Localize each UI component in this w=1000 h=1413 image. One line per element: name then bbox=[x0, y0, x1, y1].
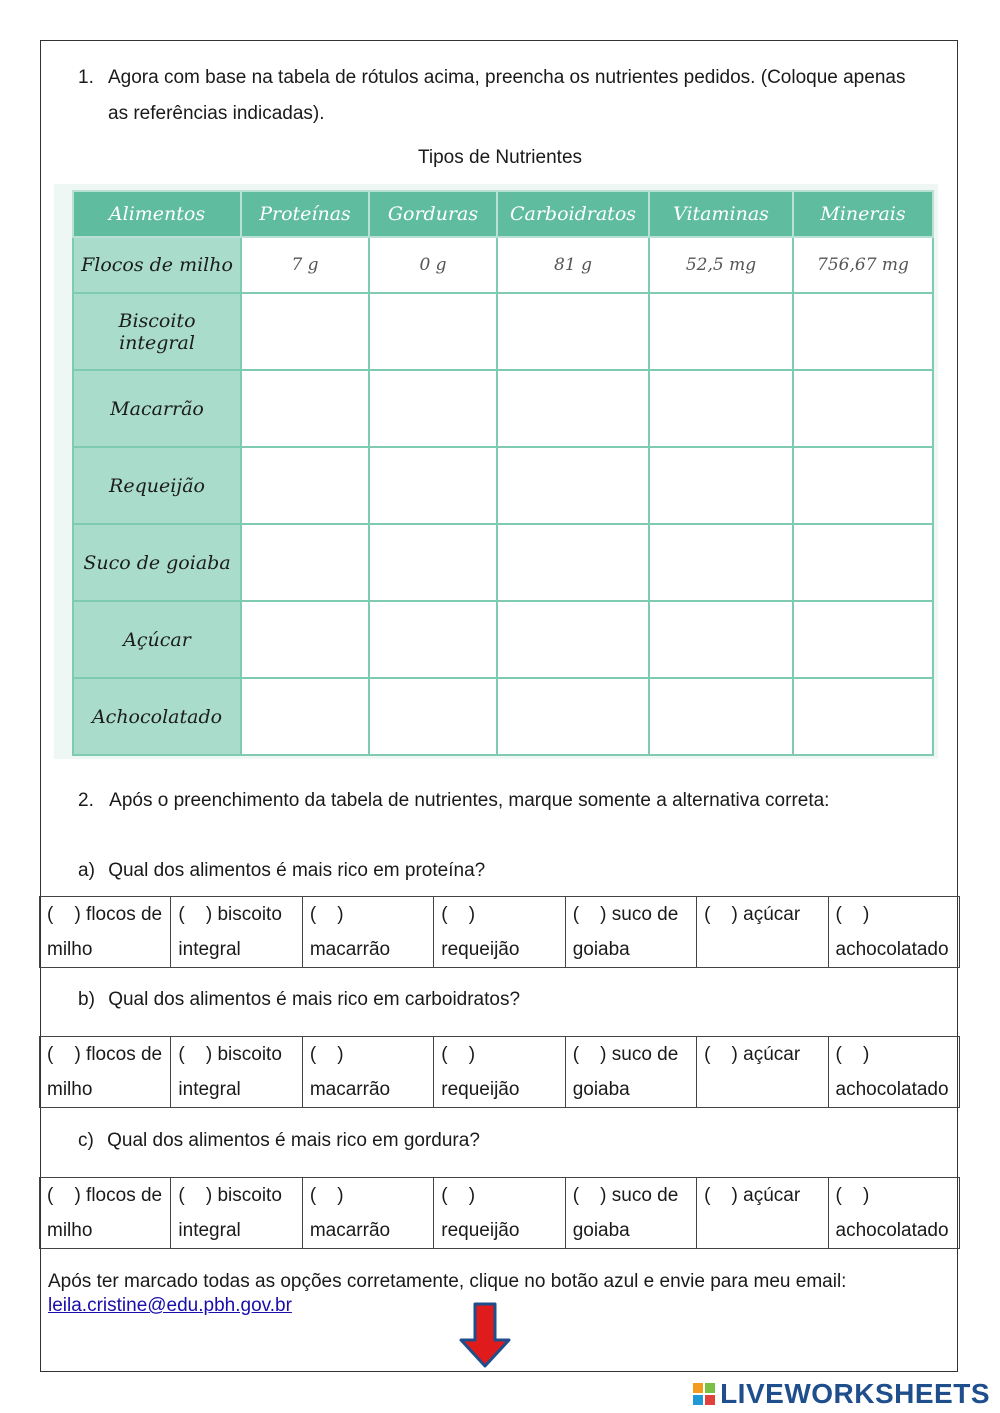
subquestion-a bbox=[78, 860, 485, 882]
input-cell[interactable] bbox=[793, 601, 933, 678]
header-proteinas: Proteínas bbox=[241, 191, 369, 237]
email-link[interactable]: leila.cristine@edu.pbh.gov.br bbox=[48, 1295, 292, 1316]
input-cell[interactable] bbox=[241, 678, 369, 755]
subquestion-letter: a) bbox=[78, 860, 95, 881]
input-cell[interactable] bbox=[793, 370, 933, 447]
input-cell[interactable] bbox=[369, 293, 497, 370]
input-cell[interactable] bbox=[497, 293, 649, 370]
option-requeijao[interactable]: ( ) requeijão bbox=[434, 897, 565, 968]
table-row bbox=[73, 370, 933, 447]
question-2-number: 2. bbox=[78, 790, 94, 811]
question-1-text: Agora com base na tabela de rótulos acima, preencha os nutrientes pedidos. (Coloque apenas as referências indicadas). bbox=[108, 67, 906, 124]
option-flocos-de-milho[interactable]: ( ) flocos de milho bbox=[40, 897, 171, 968]
table-row bbox=[73, 524, 933, 601]
input-cell[interactable] bbox=[241, 447, 369, 524]
food-cell: Flocos de milho bbox=[73, 237, 241, 293]
option-acucar[interactable]: ( ) açúcar bbox=[697, 897, 828, 968]
options-table-c bbox=[39, 1177, 960, 1249]
option-macarrao[interactable]: ( ) macarrão bbox=[302, 897, 433, 968]
option-flocos-de-milho[interactable]: ( ) flocos de milho bbox=[40, 1037, 171, 1108]
input-cell[interactable] bbox=[649, 370, 793, 447]
input-cell[interactable] bbox=[369, 678, 497, 755]
table-row bbox=[73, 237, 933, 293]
question-1 bbox=[78, 60, 908, 132]
value-cell: 0 g bbox=[369, 237, 497, 293]
options-table-b bbox=[39, 1036, 960, 1108]
input-cell[interactable] bbox=[793, 678, 933, 755]
table-row bbox=[73, 678, 933, 755]
liveworksheets-logo bbox=[692, 1378, 990, 1410]
subquestion-letter: c) bbox=[78, 1130, 94, 1151]
input-cell[interactable] bbox=[369, 601, 497, 678]
subquestion-c bbox=[78, 1130, 480, 1152]
subquestion-text: Qual dos alimentos é mais rico em gordura? bbox=[107, 1130, 480, 1151]
value-cell: 81 g bbox=[497, 237, 649, 293]
option-achocolatado[interactable]: ( ) achocolatado bbox=[828, 1178, 959, 1249]
footer-text: Após ter marcado todas as opções corretamente, clique no botão azul e envie para meu email: bbox=[48, 1271, 847, 1292]
input-cell[interactable] bbox=[241, 293, 369, 370]
option-acucar[interactable]: ( ) açúcar bbox=[697, 1178, 828, 1249]
value-cell: 756,67 mg bbox=[793, 237, 933, 293]
option-macarrao[interactable]: ( ) macarrão bbox=[302, 1037, 433, 1108]
option-biscoito-integral[interactable]: ( ) biscoito integral bbox=[171, 1178, 302, 1249]
input-cell[interactable] bbox=[649, 293, 793, 370]
option-achocolatado[interactable]: ( ) achocolatado bbox=[828, 897, 959, 968]
header-carboidratos: Carboidratos bbox=[497, 191, 649, 237]
input-cell[interactable] bbox=[793, 524, 933, 601]
food-cell: Biscoito integral bbox=[73, 293, 241, 370]
nutrient-table-image bbox=[54, 184, 938, 759]
header-alimentos: Alimentos bbox=[73, 191, 241, 237]
input-cell[interactable] bbox=[497, 370, 649, 447]
header-vitaminas: Vitaminas bbox=[649, 191, 793, 237]
input-cell[interactable] bbox=[649, 678, 793, 755]
option-flocos-de-milho[interactable]: ( ) flocos de milho bbox=[40, 1178, 171, 1249]
value-cell: 52,5 mg bbox=[649, 237, 793, 293]
input-cell[interactable] bbox=[369, 524, 497, 601]
option-achocolatado[interactable]: ( ) achocolatado bbox=[828, 1037, 959, 1108]
header-gorduras: Gorduras bbox=[369, 191, 497, 237]
subquestion-text: Qual dos alimentos é mais rico em carboidratos? bbox=[108, 989, 521, 1010]
input-cell[interactable] bbox=[241, 370, 369, 447]
input-cell[interactable] bbox=[497, 524, 649, 601]
input-cell[interactable] bbox=[497, 601, 649, 678]
option-macarrao[interactable]: ( ) macarrão bbox=[302, 1178, 433, 1249]
input-cell[interactable] bbox=[793, 447, 933, 524]
option-suco-de-goiaba[interactable]: ( ) suco de goiaba bbox=[565, 1037, 696, 1108]
input-cell[interactable] bbox=[497, 678, 649, 755]
value-cell: 7 g bbox=[241, 237, 369, 293]
input-cell[interactable] bbox=[241, 524, 369, 601]
option-biscoito-integral[interactable]: ( ) biscoito integral bbox=[171, 897, 302, 968]
header-minerais: Minerais bbox=[793, 191, 933, 237]
down-arrow-icon bbox=[459, 1302, 511, 1368]
option-biscoito-integral[interactable]: ( ) biscoito integral bbox=[171, 1037, 302, 1108]
table-row bbox=[73, 293, 933, 370]
input-cell[interactable] bbox=[369, 447, 497, 524]
table-row bbox=[73, 601, 933, 678]
question-2-text: Após o preenchimento da tabela de nutrientes, marque somente a alternativa correta: bbox=[109, 790, 830, 811]
subquestion-text: Qual dos alimentos é mais rico em proteína? bbox=[108, 860, 486, 881]
option-requeijao[interactable]: ( ) requeijão bbox=[434, 1037, 565, 1108]
input-cell[interactable] bbox=[241, 601, 369, 678]
option-acucar[interactable]: ( ) açúcar bbox=[697, 1037, 828, 1108]
nutrient-table bbox=[72, 190, 934, 756]
nutrient-table-title: Tipos de Nutrientes bbox=[417, 147, 583, 168]
question-2 bbox=[78, 790, 829, 812]
food-cell: Requeijão bbox=[73, 447, 241, 524]
question-1-number: 1. bbox=[78, 67, 94, 88]
input-cell[interactable] bbox=[497, 447, 649, 524]
subquestion-letter: b) bbox=[78, 989, 95, 1010]
input-cell[interactable] bbox=[793, 293, 933, 370]
food-cell: Macarrão bbox=[73, 370, 241, 447]
logo-icon bbox=[692, 1382, 716, 1406]
options-table-a bbox=[39, 896, 960, 968]
subquestion-b bbox=[78, 989, 520, 1011]
option-requeijao[interactable]: ( ) requeijão bbox=[434, 1178, 565, 1249]
input-cell[interactable] bbox=[649, 447, 793, 524]
food-cell: Suco de goiaba bbox=[73, 524, 241, 601]
food-cell: Achocolatado bbox=[73, 678, 241, 755]
input-cell[interactable] bbox=[649, 524, 793, 601]
input-cell[interactable] bbox=[369, 370, 497, 447]
input-cell[interactable] bbox=[649, 601, 793, 678]
logo-text: LIVEWORKSHEETS bbox=[720, 1378, 990, 1409]
option-suco-de-goiaba[interactable]: ( ) suco de goiaba bbox=[565, 1178, 696, 1249]
table-row bbox=[73, 447, 933, 524]
food-cell: Açúcar bbox=[73, 601, 241, 678]
option-suco-de-goiaba[interactable]: ( ) suco de goiaba bbox=[565, 897, 696, 968]
nutrient-header-row bbox=[73, 191, 933, 237]
